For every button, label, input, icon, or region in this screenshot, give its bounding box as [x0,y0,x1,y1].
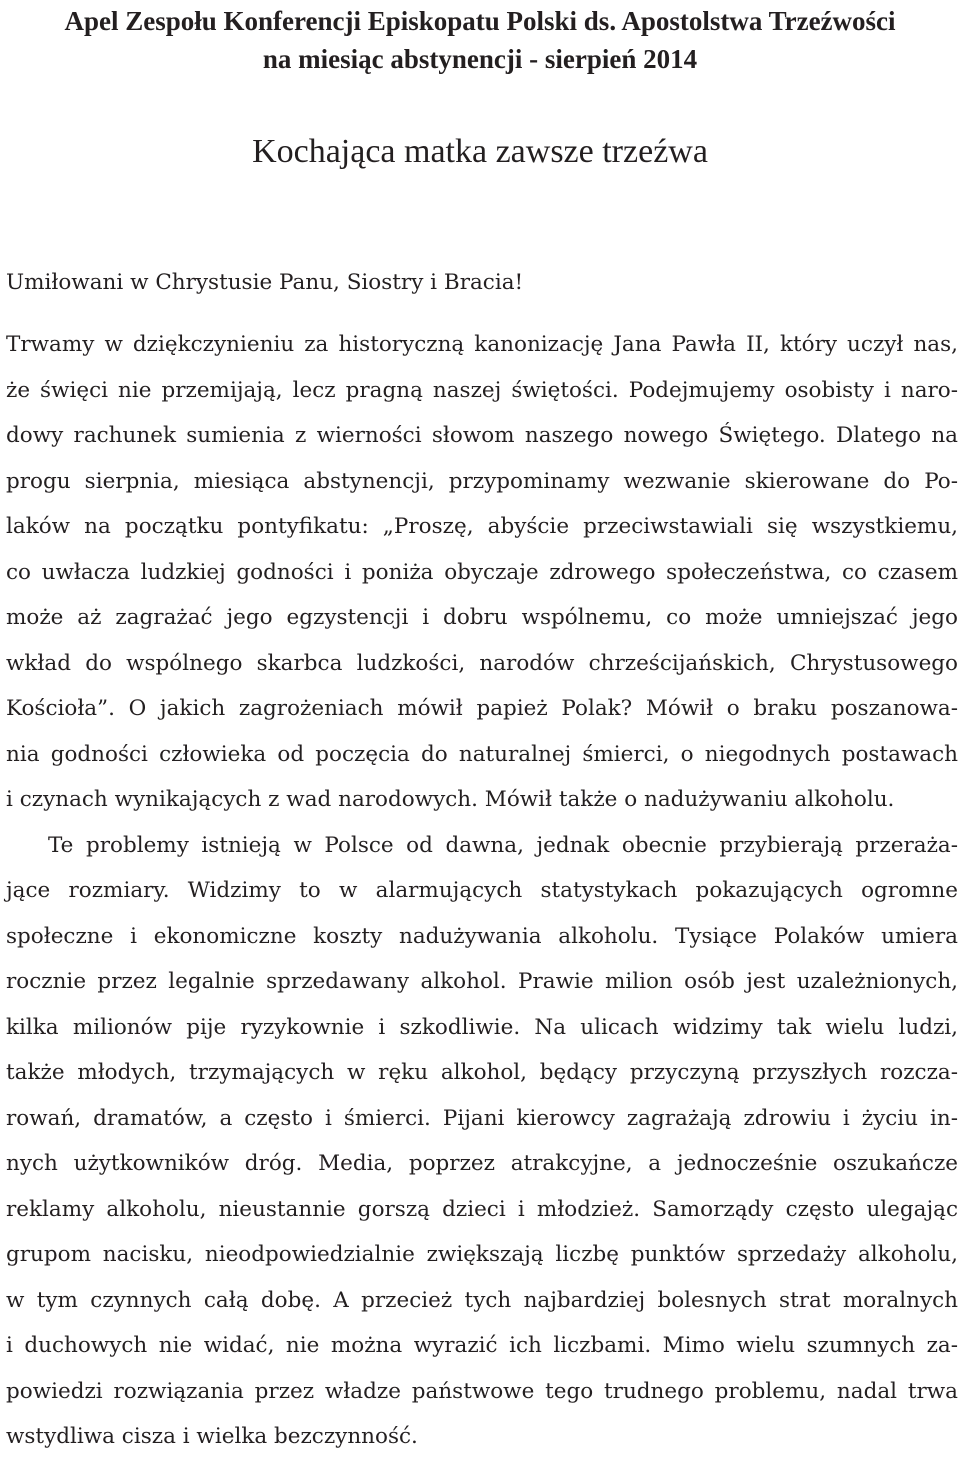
header-line-1: Apel Zespołu Konferencji Episkopatu Polski ds. Apostolstwa Trzeźwości [64,6,896,36]
greeting: Umiłowani w Chrystusie Panu, Siostry i Bracia! [6,270,524,295]
text-line: laków na początku pontyfikatu: „Proszę, abyście przeciwstawiali się wszystkiemu, [6,514,958,539]
text-line: powiedzi rozwiązania przez władze państwowe tego trudnego problemu, nadal trwa [6,1378,958,1404]
document-title: Kochająca matka zawsze trzeźwa [252,133,708,170]
text-line: rowań, dramatów, a często i śmierci. Pijani kierowcy zagrażają zdrowiu i życiu in- [6,1105,958,1131]
text-line: wstydliwa cisza i wielka bezczynność. [6,1424,418,1449]
text-line: Te problemy istnieją w Polsce od dawna, jednak obecnie przybierają przeraża- [48,832,958,858]
text-line: Trwamy w dziękczynieniu za historyczną kanonizację Jana Pawła II, który uczył nas, [6,332,958,357]
text-line: i czynach wynikających z wad narodowych. Mówił także o nadużywaniu alkoholu. [6,787,895,812]
text-line: co uwłacza ludzkiej godności i poniża obyczaje zdrowego społeczeństwa, co czasem [6,559,958,585]
text-line: progu sierpnia, miesiąca abstynencji, przypominamy wezwanie skierowane do Po- [6,468,958,494]
text-line: rocznie przez legalnie sprzedawany alkohol. Prawie milion osób jest uzależnionych, [6,969,958,994]
text-line: w tym czynnych całą dobę. A przecież tych najbardziej bolesnych strat moralnych [6,1287,958,1313]
text-line: nia godności człowieka od poczęcia do naturalnej śmierci, o niegodnych postawach [6,741,958,767]
text-line: wkład do wspólnego skarbca ludzkości, narodów chrześcijańskich, Chrystusowego [6,650,958,676]
text-line: nych użytkowników dróg. Media, poprzez atrakcyjne, a jednocześnie oszukańcze [6,1151,958,1176]
text-line: społeczne i ekonomiczne koszty nadużywania alkoholu. Tysiące Polaków umiera [6,923,958,949]
text-line: także młodych, trzymających w ręku alkohol, będący przyczyną przyszłych rozcza- [6,1060,958,1085]
body-text [6,330,958,1468]
text-line: Kościoła”. O jakich zagrożeniach mówił papież Polak? Mówił o braku poszanowa- [6,696,958,721]
document-header [0,2,960,78]
text-line: reklamy alkoholu, nieustannie gorszą dzieci i młodzież. Samorządy często ulegając [6,1196,958,1222]
header-line-2: na miesiąc abstynencji - sierpień 2014 [262,44,698,74]
text-line: grupom nacisku, nieodpowiedzialnie zwiększają liczbę punktów sprzedaży alkoholu, [6,1242,958,1267]
text-line: że święci nie przemijają, lecz pragną naszej świętości. Podejmujemy osobisty i naro- [6,377,958,403]
text-line: kilka milionów pije ryzykownie i szkodliwie. Na ulicach widzimy tak wielu ludzi, [6,1014,958,1040]
text-line: może aż zagrażać jego egzystencji i dobru wspólnemu, co może umniejszać jego [6,605,958,630]
text-line: i duchowych nie widać, nie można wyrazić ich liczbami. Mimo wielu szumnych za- [6,1333,958,1358]
text-line: dowy rachunek sumienia z wierności słowom naszego nowego Świętego. Dlatego na [6,423,958,448]
text-line: jące rozmiary. Widzimy to w alarmujących statystykach pokazujących ogromne [6,878,958,903]
